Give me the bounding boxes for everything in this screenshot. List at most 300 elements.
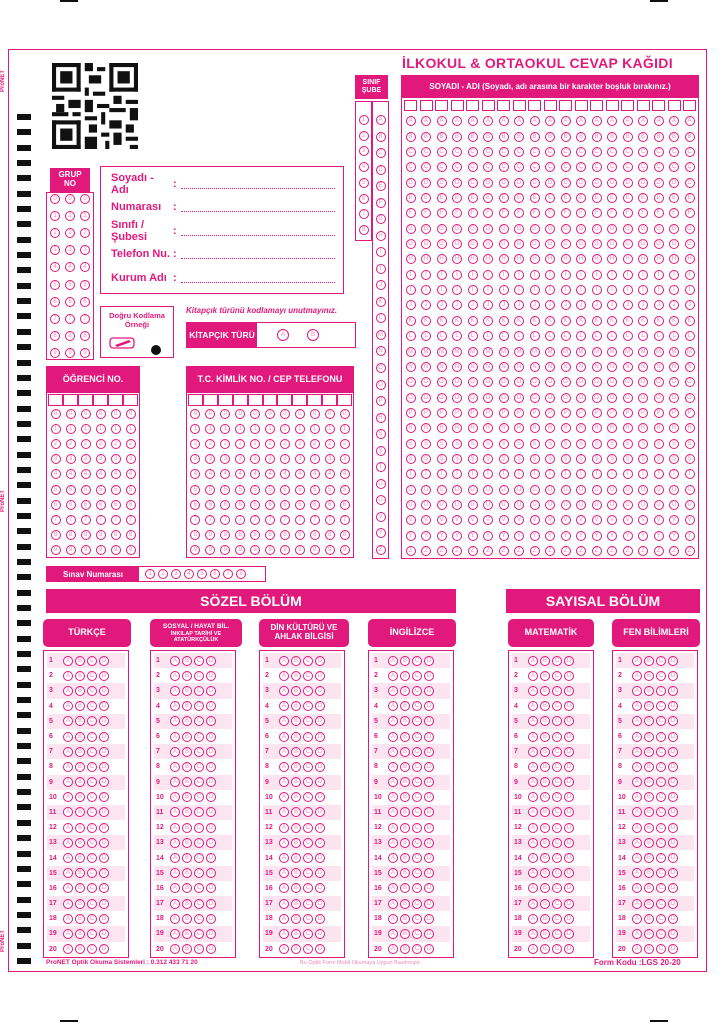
letter-bubble[interactable]: N: [452, 362, 462, 372]
answer-bubble[interactable]: A: [632, 732, 642, 742]
digit-bubble[interactable]: 0: [220, 409, 230, 419]
letter-bubble[interactable]: O: [592, 377, 602, 387]
digit-bubble[interactable]: 5: [66, 485, 76, 495]
letter-bubble[interactable]: Ş: [561, 454, 571, 464]
answer-bubble[interactable]: A: [632, 701, 642, 711]
write-cell[interactable]: [48, 394, 63, 406]
letter-bubble[interactable]: O: [468, 377, 478, 387]
answer-bubble[interactable]: C: [194, 853, 204, 863]
letter-bubble[interactable]: O: [654, 377, 664, 387]
digit-bubble[interactable]: 2: [250, 439, 260, 449]
letter-bubble[interactable]: A: [406, 116, 416, 126]
answer-bubble[interactable]: D: [99, 716, 109, 726]
letter-bubble[interactable]: Ğ: [406, 239, 416, 249]
letter-bubble[interactable]: M: [514, 347, 524, 357]
answer-bubble[interactable]: D: [424, 853, 434, 863]
info-input-line[interactable]: [181, 273, 335, 283]
digit-bubble[interactable]: 4: [310, 469, 320, 479]
letter-bubble[interactable]: H: [561, 254, 571, 264]
answer-bubble[interactable]: C: [552, 853, 562, 863]
letter-bubble[interactable]: Ü: [530, 500, 540, 510]
answer-bubble[interactable]: B: [182, 899, 192, 909]
answer-bubble[interactable]: D: [424, 823, 434, 833]
answer-bubble[interactable]: A: [388, 883, 398, 893]
answer-bubble[interactable]: A: [528, 777, 538, 787]
letter-bubble[interactable]: M: [499, 347, 509, 357]
answer-bubble[interactable]: D: [564, 944, 574, 954]
letter-bubble[interactable]: G: [576, 224, 586, 234]
answer-bubble[interactable]: B: [644, 671, 654, 681]
answer-bubble[interactable]: B: [540, 838, 550, 848]
answer-bubble[interactable]: D: [424, 762, 434, 772]
digit-bubble[interactable]: 8: [81, 530, 91, 540]
letter-bubble[interactable]: M: [530, 347, 540, 357]
digit-bubble[interactable]: 8: [50, 331, 60, 341]
digit-bubble[interactable]: 6: [81, 500, 91, 510]
digit-bubble[interactable]: 4: [80, 262, 90, 272]
answer-bubble[interactable]: C: [412, 929, 422, 939]
digit-bubble[interactable]: 7: [50, 314, 60, 324]
letter-bubble[interactable]: S: [421, 439, 431, 449]
answer-bubble[interactable]: C: [552, 747, 562, 757]
write-cell[interactable]: [78, 394, 93, 406]
letter-bubble[interactable]: B: [607, 132, 617, 142]
letter-bubble[interactable]: P: [607, 408, 617, 418]
answer-bubble[interactable]: D: [99, 883, 109, 893]
letter-bubble[interactable]: Ş: [638, 454, 648, 464]
answer-bubble[interactable]: D: [206, 716, 216, 726]
answer-bubble[interactable]: B: [75, 762, 85, 772]
letter-bubble[interactable]: Ç: [452, 162, 462, 172]
answer-bubble[interactable]: B: [540, 883, 550, 893]
kitapcik-bubble[interactable]: A: [277, 329, 289, 341]
letter-bubble[interactable]: Ş: [406, 454, 416, 464]
answer-bubble[interactable]: A: [528, 732, 538, 742]
letter-bubble[interactable]: V: [468, 515, 478, 525]
letter-bubble[interactable]: O: [514, 377, 524, 387]
answer-bubble[interactable]: C: [412, 656, 422, 666]
letter-bubble[interactable]: P: [545, 408, 555, 418]
answer-bubble[interactable]: D: [564, 838, 574, 848]
answer-bubble[interactable]: A: [170, 914, 180, 924]
letter-bubble[interactable]: Z: [545, 546, 555, 556]
digit-bubble[interactable]: 1: [111, 424, 121, 434]
answer-bubble[interactable]: A: [279, 777, 289, 787]
letter-bubble[interactable]: S: [452, 439, 462, 449]
answer-bubble[interactable]: B: [291, 838, 301, 848]
digit-bubble[interactable]: 1: [50, 211, 60, 221]
letter-bubble[interactable]: I: [452, 270, 462, 280]
answer-bubble[interactable]: D: [668, 716, 678, 726]
answer-bubble[interactable]: C: [412, 732, 422, 742]
letter-bubble[interactable]: G: [669, 224, 679, 234]
letter-bubble[interactable]: Ö: [483, 393, 493, 403]
letter-bubble[interactable]: Ö: [545, 393, 555, 403]
answer-bubble[interactable]: B: [291, 777, 301, 787]
answer-bubble[interactable]: B: [400, 716, 410, 726]
digit-bubble[interactable]: 8: [265, 530, 275, 540]
answer-bubble[interactable]: D: [206, 762, 216, 772]
answer-bubble[interactable]: D: [99, 671, 109, 681]
answer-bubble[interactable]: A: [388, 944, 398, 954]
digit-bubble[interactable]: 5: [111, 485, 121, 495]
letter-bubble[interactable]: R: [607, 423, 617, 433]
answer-bubble[interactable]: B: [291, 686, 301, 696]
letter-bubble[interactable]: R: [514, 423, 524, 433]
letter-bubble[interactable]: H: [499, 254, 509, 264]
letter-bubble[interactable]: U: [452, 485, 462, 495]
digit-bubble[interactable]: 6: [111, 500, 121, 510]
letter-bubble[interactable]: D: [545, 178, 555, 188]
digit-bubble[interactable]: 9: [325, 545, 335, 555]
letter-bubble[interactable]: L: [421, 331, 431, 341]
letter-bubble[interactable]: J: [654, 300, 664, 310]
letter-bubble[interactable]: Ç: [421, 162, 431, 172]
letter-bubble[interactable]: S: [468, 439, 478, 449]
answer-bubble[interactable]: A: [170, 868, 180, 878]
letter-bubble[interactable]: L: [592, 331, 602, 341]
letter-bubble[interactable]: N: [638, 362, 648, 372]
answer-bubble[interactable]: D: [564, 853, 574, 863]
digit-bubble[interactable]: 0: [340, 409, 350, 419]
letter-bubble[interactable]: L: [561, 331, 571, 341]
answer-bubble[interactable]: A: [528, 686, 538, 696]
letter-bubble[interactable]: U: [685, 485, 695, 495]
letter-bubble[interactable]: Z: [638, 546, 648, 556]
letter-bubble[interactable]: H: [468, 254, 478, 264]
digit-bubble[interactable]: 4: [111, 469, 121, 479]
answer-bubble[interactable]: B: [644, 792, 654, 802]
letter-bubble[interactable]: J: [437, 300, 447, 310]
answer-bubble[interactable]: C: [87, 883, 97, 893]
answer-bubble[interactable]: D: [424, 716, 434, 726]
letter-bubble[interactable]: B: [592, 132, 602, 142]
answer-bubble[interactable]: A: [279, 686, 289, 696]
letter-bubble[interactable]: N: [561, 362, 571, 372]
letter-bubble[interactable]: Y: [514, 531, 524, 541]
sinav-bubble[interactable]: 6: [210, 569, 220, 579]
letter-bubble[interactable]: V: [421, 515, 431, 525]
letter-bubble[interactable]: U: [483, 485, 493, 495]
digit-bubble[interactable]: 5: [310, 485, 320, 495]
letter-bubble[interactable]: Ö: [685, 393, 695, 403]
answer-bubble[interactable]: C: [303, 807, 313, 817]
answer-bubble[interactable]: A: [63, 671, 73, 681]
letter-bubble[interactable]: B: [499, 132, 509, 142]
letter-bubble[interactable]: İ: [406, 285, 416, 295]
digit-bubble[interactable]: 9: [190, 545, 200, 555]
letter-bubble[interactable]: B: [638, 132, 648, 142]
letter-bubble[interactable]: T: [406, 469, 416, 479]
letter-bubble[interactable]: A: [638, 116, 648, 126]
answer-bubble[interactable]: B: [291, 701, 301, 711]
sinav-bubble[interactable]: 7: [223, 569, 233, 579]
answer-bubble[interactable]: C: [656, 686, 666, 696]
answer-bubble[interactable]: C: [656, 929, 666, 939]
letter-bubble[interactable]: I: [669, 270, 679, 280]
answer-bubble[interactable]: A: [528, 944, 538, 954]
answer-bubble[interactable]: D: [99, 747, 109, 757]
answer-bubble[interactable]: A: [170, 838, 180, 848]
letter-bubble[interactable]: T: [607, 469, 617, 479]
answer-bubble[interactable]: B: [75, 823, 85, 833]
letter-bubble[interactable]: P: [669, 408, 679, 418]
letter-bubble[interactable]: E: [545, 193, 555, 203]
digit-bubble[interactable]: 4: [265, 469, 275, 479]
answer-bubble[interactable]: C: [194, 777, 204, 787]
answer-bubble[interactable]: D: [315, 929, 325, 939]
answer-bubble[interactable]: A: [632, 716, 642, 726]
answer-bubble[interactable]: A: [63, 914, 73, 924]
letter-bubble[interactable]: A: [576, 116, 586, 126]
answer-bubble[interactable]: B: [644, 899, 654, 909]
answer-bubble[interactable]: B: [182, 929, 192, 939]
letter-bubble[interactable]: N: [437, 362, 447, 372]
letter-bubble[interactable]: M: [576, 347, 586, 357]
letter-bubble[interactable]: D: [576, 178, 586, 188]
answer-bubble[interactable]: B: [291, 944, 301, 954]
letter-bubble[interactable]: O: [437, 377, 447, 387]
letter-bubble[interactable]: P: [638, 408, 648, 418]
letter-bubble[interactable]: V: [638, 515, 648, 525]
letter-bubble[interactable]: Ü: [638, 500, 648, 510]
answer-bubble[interactable]: D: [315, 823, 325, 833]
answer-bubble[interactable]: B: [182, 777, 192, 787]
letter-bubble[interactable]: J: [638, 300, 648, 310]
letter-bubble[interactable]: U: [545, 485, 555, 495]
letter-bubble[interactable]: J: [468, 300, 478, 310]
letter-bubble[interactable]: K: [406, 316, 416, 326]
letter-bubble[interactable]: J: [452, 300, 462, 310]
digit-bubble[interactable]: 2: [66, 439, 76, 449]
answer-bubble[interactable]: B: [182, 747, 192, 757]
digit-bubble[interactable]: 2: [220, 439, 230, 449]
letter-bubble[interactable]: Y: [406, 531, 416, 541]
letter-bubble[interactable]: P: [468, 408, 478, 418]
letter-bubble[interactable]: T: [669, 469, 679, 479]
letter-bubble[interactable]: E: [669, 193, 679, 203]
answer-bubble[interactable]: B: [291, 853, 301, 863]
letter-bubble[interactable]: Ş: [421, 454, 431, 464]
digit-bubble[interactable]: 8: [280, 530, 290, 540]
answer-bubble[interactable]: B: [75, 732, 85, 742]
letter-bubble[interactable]: H: [592, 254, 602, 264]
answer-bubble[interactable]: D: [668, 807, 678, 817]
answer-bubble[interactable]: B: [291, 807, 301, 817]
answer-bubble[interactable]: C: [303, 853, 313, 863]
answer-bubble[interactable]: A: [388, 792, 398, 802]
answer-bubble[interactable]: C: [303, 656, 313, 666]
digit-bubble[interactable]: 9: [51, 545, 61, 555]
letter-bubble[interactable]: T: [483, 469, 493, 479]
letter-bubble[interactable]: U: [530, 485, 540, 495]
answer-bubble[interactable]: C: [194, 899, 204, 909]
letter-bubble[interactable]: A: [592, 116, 602, 126]
digit-bubble[interactable]: 9: [340, 545, 350, 555]
letter-bubble[interactable]: J: [561, 300, 571, 310]
answer-bubble[interactable]: A: [170, 853, 180, 863]
answer-bubble[interactable]: A: [63, 929, 73, 939]
letter-bubble[interactable]: Y: [545, 531, 555, 541]
letter-bubble[interactable]: L: [545, 331, 555, 341]
digit-bubble[interactable]: 2: [81, 439, 91, 449]
letter-bubble[interactable]: B: [530, 132, 540, 142]
letter-bubble[interactable]: Ğ: [483, 239, 493, 249]
digit-bubble[interactable]: 8: [250, 530, 260, 540]
letter-bubble[interactable]: V: [530, 515, 540, 525]
letter-bubble[interactable]: U: [406, 485, 416, 495]
letter-bubble[interactable]: A: [545, 116, 555, 126]
letter-bubble[interactable]: Y: [669, 531, 679, 541]
letter-bubble[interactable]: U: [514, 485, 524, 495]
answer-bubble[interactable]: B: [540, 777, 550, 787]
letter-bubble[interactable]: V: [483, 515, 493, 525]
digit-bubble[interactable]: 9: [80, 348, 90, 358]
digit-bubble[interactable]: 0: [310, 409, 320, 419]
letter-bubble[interactable]: V: [561, 515, 571, 525]
digit-bubble[interactable]: 5: [81, 485, 91, 495]
answer-bubble[interactable]: D: [424, 868, 434, 878]
letter-bubble[interactable]: Y: [452, 531, 462, 541]
answer-bubble[interactable]: D: [668, 732, 678, 742]
digit-bubble[interactable]: 6: [250, 500, 260, 510]
digit-bubble[interactable]: 7: [280, 515, 290, 525]
digit-bubble[interactable]: 0: [96, 409, 106, 419]
letter-bubble[interactable]: O: [607, 377, 617, 387]
letter-bubble[interactable]: Ş: [654, 454, 664, 464]
letter-bubble[interactable]: Z: [685, 546, 695, 556]
letter-bubble[interactable]: F: [685, 208, 695, 218]
letter-bubble[interactable]: A: [654, 116, 664, 126]
letter-bubble[interactable]: D: [452, 178, 462, 188]
answer-bubble[interactable]: C: [303, 899, 313, 909]
answer-bubble[interactable]: B: [644, 762, 654, 772]
letter-bubble[interactable]: Ç: [530, 162, 540, 172]
letter-bubble[interactable]: I: [638, 270, 648, 280]
letter-bubble[interactable]: O: [669, 377, 679, 387]
digit-bubble[interactable]: 2: [265, 439, 275, 449]
digit-bubble[interactable]: 8: [80, 331, 90, 341]
digit-bubble[interactable]: 8: [65, 331, 75, 341]
digit-bubble[interactable]: 3: [81, 454, 91, 464]
answer-bubble[interactable]: D: [564, 732, 574, 742]
answer-bubble[interactable]: A: [632, 883, 642, 893]
answer-bubble[interactable]: C: [303, 716, 313, 726]
sube-bubble[interactable]: T: [376, 462, 386, 472]
digit-bubble[interactable]: 6: [96, 500, 106, 510]
letter-bubble[interactable]: B: [452, 132, 462, 142]
answer-bubble[interactable]: B: [291, 671, 301, 681]
letter-bubble[interactable]: Ç: [499, 162, 509, 172]
letter-bubble[interactable]: P: [499, 408, 509, 418]
letter-bubble[interactable]: E: [561, 193, 571, 203]
answer-bubble[interactable]: A: [63, 807, 73, 817]
digit-bubble[interactable]: 0: [81, 409, 91, 419]
answer-bubble[interactable]: D: [424, 944, 434, 954]
letter-bubble[interactable]: E: [638, 193, 648, 203]
digit-bubble[interactable]: 0: [280, 409, 290, 419]
answer-bubble[interactable]: D: [206, 671, 216, 681]
digit-bubble[interactable]: 8: [220, 530, 230, 540]
letter-bubble[interactable]: I: [499, 270, 509, 280]
digit-bubble[interactable]: 1: [310, 424, 320, 434]
letter-bubble[interactable]: M: [468, 347, 478, 357]
letter-bubble[interactable]: Ğ: [654, 239, 664, 249]
letter-bubble[interactable]: Ü: [576, 500, 586, 510]
letter-bubble[interactable]: H: [638, 254, 648, 264]
answer-bubble[interactable]: C: [656, 701, 666, 711]
letter-bubble[interactable]: R: [638, 423, 648, 433]
letter-bubble[interactable]: Ü: [592, 500, 602, 510]
digit-bubble[interactable]: 4: [65, 262, 75, 272]
letter-bubble[interactable]: T: [437, 469, 447, 479]
digit-bubble[interactable]: 8: [51, 530, 61, 540]
digit-bubble[interactable]: 5: [190, 485, 200, 495]
sube-bubble[interactable]: H: [376, 231, 386, 241]
write-cell[interactable]: [404, 100, 417, 111]
letter-bubble[interactable]: İ: [421, 285, 431, 295]
letter-bubble[interactable]: F: [514, 208, 524, 218]
letter-bubble[interactable]: B: [468, 132, 478, 142]
letter-bubble[interactable]: İ: [638, 285, 648, 295]
digit-bubble[interactable]: 3: [220, 454, 230, 464]
letter-bubble[interactable]: N: [483, 362, 493, 372]
letter-bubble[interactable]: Ç: [406, 162, 416, 172]
answer-bubble[interactable]: C: [87, 656, 97, 666]
sube-bubble[interactable]: B: [376, 132, 386, 142]
digit-bubble[interactable]: 6: [235, 500, 245, 510]
answer-bubble[interactable]: B: [75, 747, 85, 757]
letter-bubble[interactable]: P: [685, 408, 695, 418]
letter-bubble[interactable]: E: [530, 193, 540, 203]
digit-bubble[interactable]: 0: [265, 409, 275, 419]
answer-bubble[interactable]: A: [528, 656, 538, 666]
letter-bubble[interactable]: D: [654, 178, 664, 188]
letter-bubble[interactable]: Ü: [623, 500, 633, 510]
answer-bubble[interactable]: B: [400, 656, 410, 666]
letter-bubble[interactable]: L: [654, 331, 664, 341]
write-cell[interactable]: [652, 100, 665, 111]
digit-bubble[interactable]: 7: [325, 515, 335, 525]
answer-bubble[interactable]: C: [412, 792, 422, 802]
answer-bubble[interactable]: D: [668, 671, 678, 681]
answer-bubble[interactable]: A: [279, 929, 289, 939]
digit-bubble[interactable]: 0: [325, 409, 335, 419]
digit-bubble[interactable]: 4: [250, 469, 260, 479]
letter-bubble[interactable]: İ: [576, 285, 586, 295]
digit-bubble[interactable]: 5: [280, 485, 290, 495]
answer-bubble[interactable]: C: [656, 823, 666, 833]
sinif-bubble[interactable]: 8: [359, 225, 369, 235]
letter-bubble[interactable]: C: [545, 147, 555, 157]
answer-bubble[interactable]: A: [63, 823, 73, 833]
digit-bubble[interactable]: 4: [126, 469, 136, 479]
digit-bubble[interactable]: 3: [280, 454, 290, 464]
answer-bubble[interactable]: C: [87, 807, 97, 817]
answer-bubble[interactable]: B: [182, 838, 192, 848]
answer-bubble[interactable]: D: [668, 883, 678, 893]
letter-bubble[interactable]: V: [576, 515, 586, 525]
answer-bubble[interactable]: B: [75, 656, 85, 666]
answer-bubble[interactable]: D: [315, 686, 325, 696]
answer-bubble[interactable]: A: [63, 716, 73, 726]
letter-bubble[interactable]: İ: [499, 285, 509, 295]
letter-bubble[interactable]: V: [437, 515, 447, 525]
answer-bubble[interactable]: D: [315, 853, 325, 863]
answer-bubble[interactable]: D: [668, 823, 678, 833]
letter-bubble[interactable]: Ç: [607, 162, 617, 172]
write-cell[interactable]: [451, 100, 464, 111]
